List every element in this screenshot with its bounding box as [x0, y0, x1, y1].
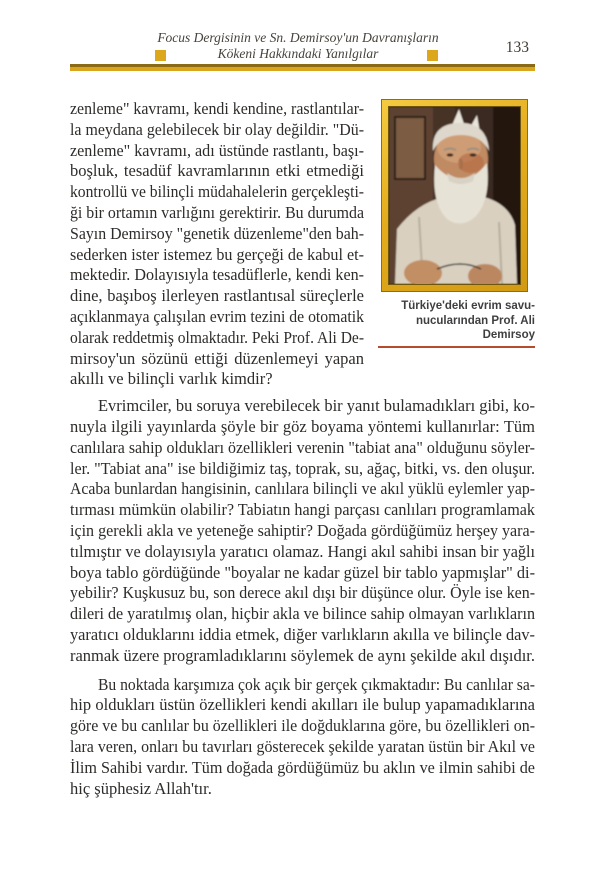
text-line: için gerekli akla ve yeteneğe sahiptir? Doğada gördüğümüz herşey yara-: [70, 520, 535, 540]
text-line: sederken ister istemez bu gerçeği de kabul et-: [70, 244, 364, 264]
text-line: Acaba bunlardan hangisinin, canlılara bilinçli ve akıl yüklü eylemler yap-: [70, 479, 535, 499]
text-line: la meydana gelebilecek bir olay değildir. "Dü-: [70, 119, 364, 139]
photo-figure: [378, 99, 535, 390]
running-header-line-2: Kökeni Hakkındaki Yanılgılar: [217, 46, 379, 61]
text-line: göre ve bu canlılar bu özellikleri ile doğduklarına göre, bu özellikleri on-: [70, 716, 535, 736]
text-line: açıklanmaya çalışılan evrim tezini de otomatik: [70, 306, 364, 326]
portrait-photo: [388, 106, 521, 285]
text-line: dine, başıboş ilerleyen rastlantısal süreçlerle: [70, 286, 364, 306]
text-line: nuyla ilgili yayınlarda şöyle bir göz boyama yöntemi kullanırlar: Tüm: [70, 416, 535, 436]
paragraph-3: [70, 675, 535, 800]
caption-underline: [378, 346, 535, 348]
text-line: akıllı ve bilinçli varlık kimdir?: [70, 369, 273, 389]
text-line: yaratıcı olduklarını iddia etmek, diğer varlıkların akılla ve bilinçle dav-: [70, 624, 535, 644]
page-number: 133: [505, 39, 529, 56]
text-line: lara veren, onları bu tavırları gösterecek şekilde yaratan üstün bir Akıl ve: [70, 736, 535, 756]
photo-gold-frame: [381, 99, 528, 292]
text-line: kontrollü ve bilinçli müdahalelerin gerçekleşti-: [70, 182, 364, 202]
text-line: Evrimciler, bu soruya verebilecek bir yanıt bulamadıkları gibi, ko-: [98, 396, 535, 416]
portrait-photo-illustration: [389, 107, 520, 284]
caption-line: Türkiye'deki evrim savu-: [401, 300, 535, 312]
running-header-line-1: Focus Dergisinin ve Sn. Demirsoy'un Davranışların: [157, 30, 439, 45]
text-line: boşluk, tesadüf kavramlarının etki etmediği: [70, 161, 364, 181]
paragraph-1: [70, 99, 364, 390]
text-line: mirsoy'un sözünü ettiği düzenlemeyi yapan: [70, 348, 364, 368]
text-line: Bu noktada karşımıza çok açık bir gerçek çıkmaktadır: Bu canlılar sa-: [98, 674, 535, 694]
text-line: canlılara sahip oldukları özellikleri verenin "tabiat ana" olduğunu söyler-: [70, 437, 535, 457]
text-line: hiç şüphesiz Allah'tır.: [70, 778, 212, 798]
text-line: olarak reddetmiş olmaktadır. Peki Prof. Ali De-: [70, 327, 364, 347]
photo-caption: [378, 299, 535, 343]
header-rule: [70, 64, 535, 71]
text-line: yebilir? Kuşkusuz bu, son derece akıl dışı bir düşünce olur. Öyle ise ken-: [70, 583, 535, 603]
caption-line: Demirsoy: [482, 329, 535, 341]
text-line: tırması mümkün olabilir? Tabiatın hangi parçası canlıları programlamak: [70, 500, 535, 520]
text-line: zenleme" kavramı, adı üstünde rastlantı, başı-: [70, 140, 364, 160]
gold-square-ornament-right: [427, 50, 438, 61]
text-line: boya tablo gördüğünde "boyalar ne kadar güzel bir tablo yapmışlar" di-: [70, 562, 535, 582]
text-line: hip oldukları üstün özellikleri kendi akılları ile bulup yapamadıklarına: [70, 695, 535, 715]
caption-line: nucularından Prof. Ali: [415, 314, 535, 327]
page-body: [70, 99, 535, 799]
text-line: dileri de yaratılmış olan, hiçbir akla ve bilince sahip olmayan varlıkların: [70, 604, 535, 624]
text-line: ler. "Tabiat ana" ise bildiğimiz taş, toprak, su, ağaç, bitki, vs. den oluşur.: [70, 458, 535, 478]
text-line: tılmıştır ve dolayısıyla yaratıcı olamaz. Hangi akıl sahibi insan bir yağlı: [70, 541, 535, 561]
text-line: zenleme" kavramı, kendi kendine, rastlantılar-: [70, 99, 364, 118]
gold-square-ornament-left: [155, 50, 166, 61]
paragraph-2: [70, 396, 535, 666]
text-line: Sayın Demirsoy "genetik düzenleme"den bah-: [70, 223, 364, 243]
text-line: ği bir ortamın varlığını gerektirir. Bu durumda: [70, 202, 364, 222]
text-line: ranmak üzere programladıklarını söylemek de aynı şekilde akıl dışıdır.: [70, 645, 535, 665]
text-line: İlim Sahibi vardır. Tüm doğada gördüğümüz bu aklın ve ilmin sahibi de: [70, 757, 535, 777]
text-line: mektedir. Dolayısıyla tesadüflerle, kendi ken-: [70, 265, 364, 285]
